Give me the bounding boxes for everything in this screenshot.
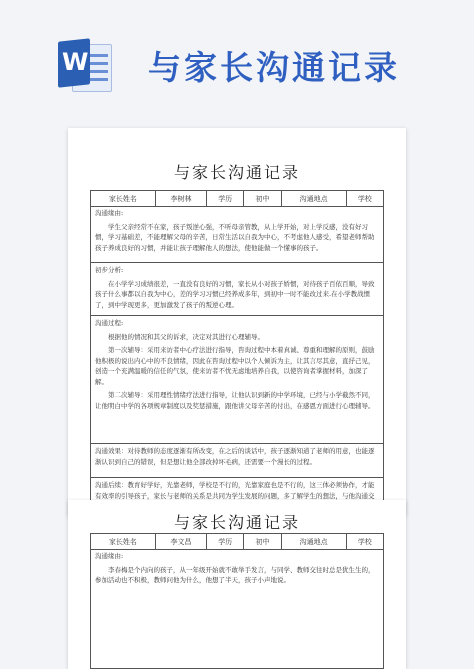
banner-title: 与家长沟通记录 <box>148 48 400 87</box>
followup-text: 沟通后续：教育好学好，光靠老师，学校是不行的，光靠家庭也是不行的，这三体必须协作，才能有效率的引导孩子，家长与老师的关系是共同为学生发展的问题，多了解学生的想法，与他沟通交 <box>95 481 375 500</box>
document-page-1 <box>68 128 406 516</box>
place-value: 学校 <box>346 534 383 550</box>
process-paragraph-2: 第一次辅导：采用来访者中心疗法进行指导，咨询过程中本着真诚、尊重和理解的原则，鼓励他积极的说出内心中的不良情绪，因此在咨询过程中以个人倾诉为主，让其言尽其意，直抒己见，创造一个充满温暖的信任的气氛，使来访者不忧无虑地培养自我，以使咨询者掌握材料，加深了解。 <box>95 346 375 386</box>
education-value: 初中 <box>244 534 281 550</box>
process-paragraph-3: 第二次辅导：采用理性情绪疗法进行指导，让他认识到新的中学环境，已经与小学截然不同，让他明白中学的各项规章制度以及奖惩措施，跟他讲父母辛苦的付出，在感恩方面进行心理辅导。 <box>95 391 375 410</box>
reason-text: 李春梅是个内向的孩子，从一年级开始就不敢举手发言，与同学、教师交往时总是犹生生的，参加活动也不积极，教师问他为什么，他想了半天，孩子小声地说。 <box>95 565 375 584</box>
reason-label: 沟通缘由: <box>95 209 124 217</box>
record-title: 与家长沟通记录 <box>173 513 300 532</box>
parent-name-value: 李文昌 <box>155 534 206 550</box>
banner <box>0 0 474 120</box>
reason-text: 学生父亲经常不在家，孩子叛逆心强，不听母亲管教，从上学开始，对上学反感，没有好习惯，学习基础差，不能理解父母的辛苦，日常生活以自我为中心，不考虑他人感受，希望老师帮助孩子养成良好的习惯，并能让孩子理解他人的想法，使他能做一个懂事的孩子。 <box>95 222 375 252</box>
place-value: 学校 <box>346 191 383 207</box>
education-value: 初中 <box>244 191 281 207</box>
process-label: 沟通过程: <box>95 319 124 327</box>
parent-name-label: 家长姓名 <box>91 191 156 207</box>
reason-section <box>90 206 384 263</box>
education-label: 学历 <box>207 191 244 207</box>
process-section <box>90 316 384 444</box>
place-label: 沟通地点 <box>281 191 346 207</box>
document-page-2 <box>68 500 406 669</box>
parent-name-label: 家长姓名 <box>91 534 156 550</box>
info-row <box>91 534 384 550</box>
document-lines-icon <box>88 54 108 86</box>
record-title: 与家长沟通记录 <box>173 163 300 182</box>
parent-name-value: 李树林 <box>155 191 206 207</box>
info-row <box>91 191 384 207</box>
word-document-icon <box>58 38 114 96</box>
reason-label: 沟通缘由: <box>95 552 124 560</box>
word-letter: W <box>62 48 89 76</box>
analysis-section <box>90 263 384 316</box>
reason-section <box>90 549 384 669</box>
info-table <box>90 533 384 550</box>
place-label: 沟通地点 <box>281 534 346 550</box>
process-paragraph-1: 根据他的情况和其父的诉求，决定对其进行心理辅导。 <box>108 332 264 341</box>
result-text: 沟通效果：对待教师的态度逐渐有所改变，在之后的谈话中，孩子逐渐知道了老师的用意，也能逐渐认识到自己的错误，但是想让他全部改掉坏毛病，还需要一个漫长的过程。 <box>95 447 375 466</box>
analysis-text: 在小学学习成绩很差，一直没有良好的习惯，家长从小对孩子娇惯，对待孩子百依百顺，导致孩子什么事都以自我为中心，差的学习习惯已经养成多年，到初中一时不能改过来.在小学教战惯了，到中学现更多，更加激发了孩子的叛逆心理。 <box>95 279 375 309</box>
education-label: 学历 <box>207 534 244 550</box>
analysis-label: 初步分析: <box>95 266 124 274</box>
result-section <box>90 444 384 478</box>
info-table <box>90 190 384 207</box>
